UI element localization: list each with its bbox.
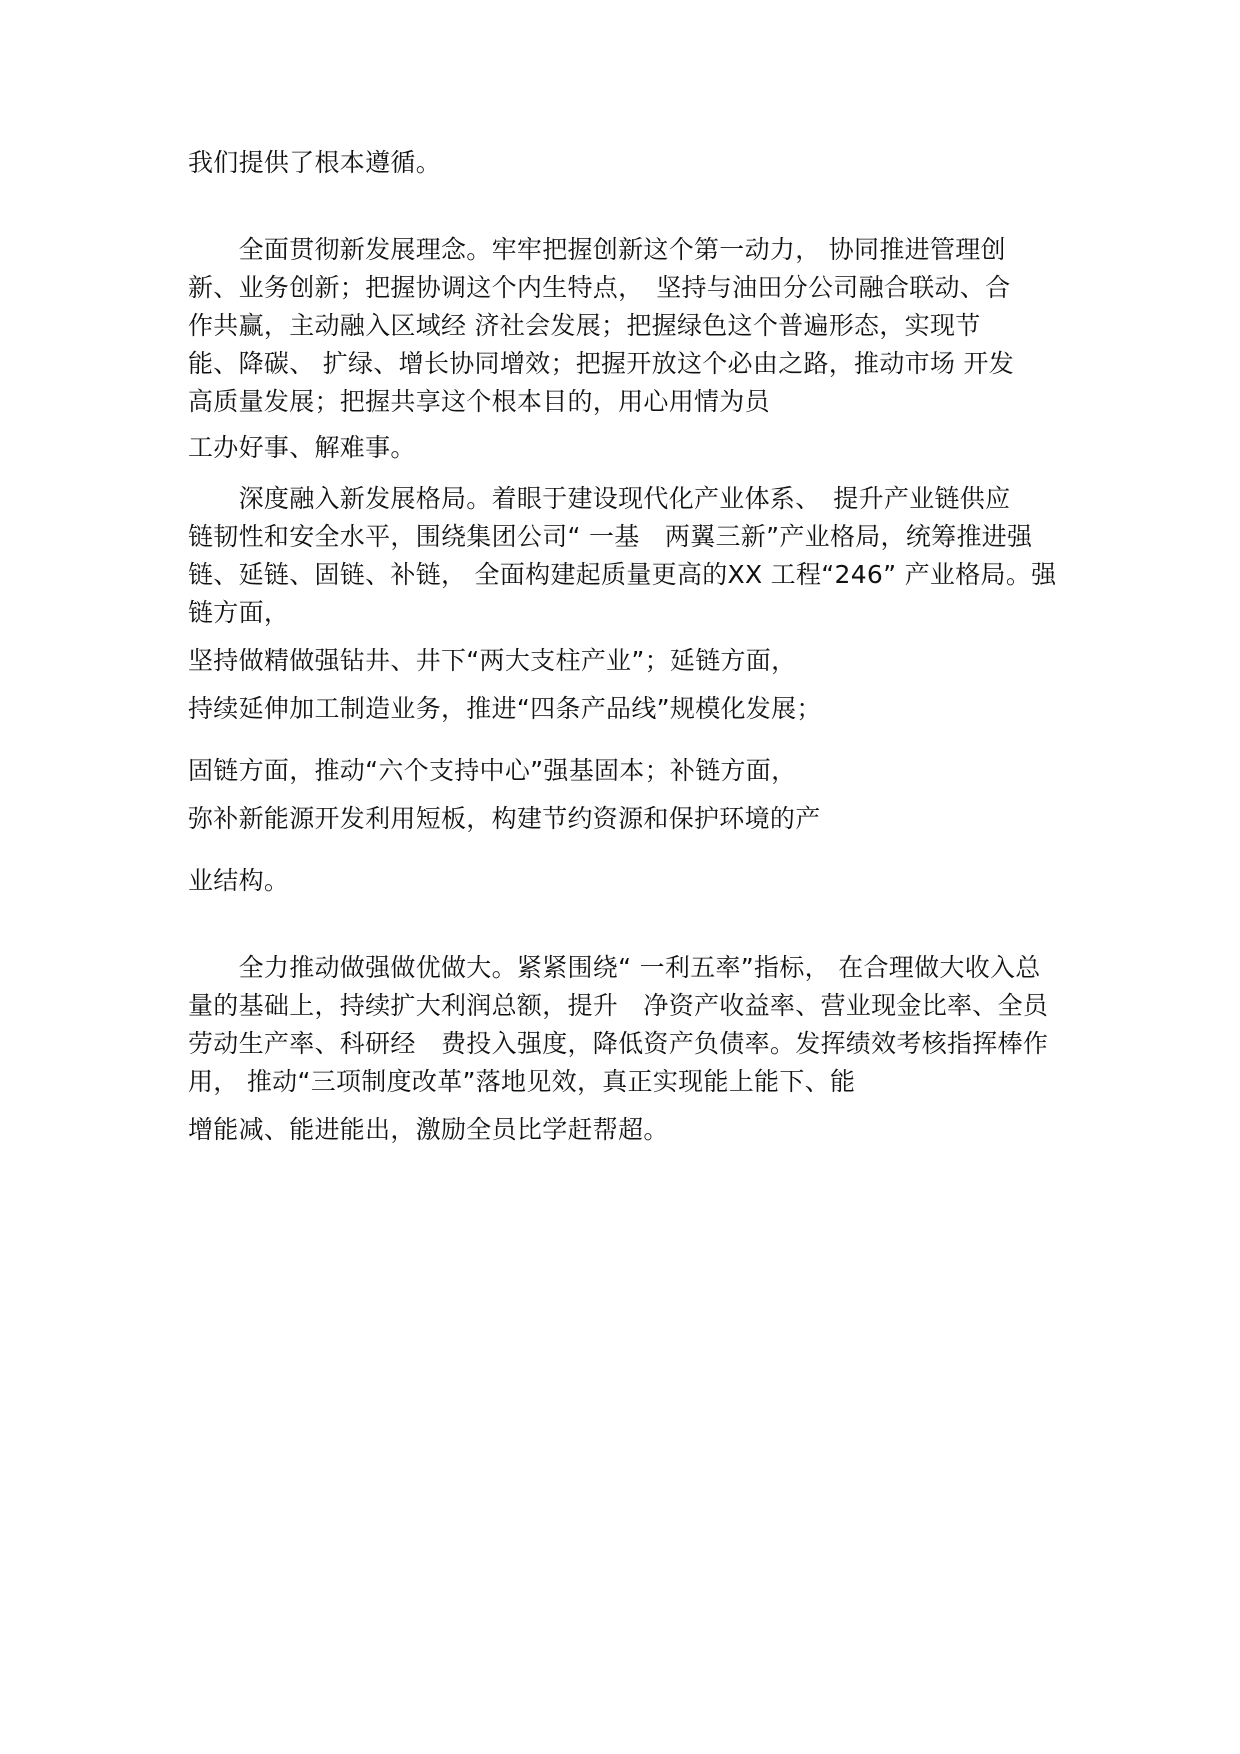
- text-line: 量的基础上，持续扩大利润总额，提升 净资产收益率、营业现金比率、全员: [188, 991, 1049, 1020]
- text-line: 链韧性和安全水平，围绕集团公司“ 一基 两翼三新”产业格局，统筹推进强: [188, 522, 1033, 551]
- text-line: 链、延链、固链、补链， 全面构建起质量更高的XX 工程“246” 产业格局。强: [188, 560, 1057, 589]
- text-line: 作共赢，主动融入区域经 济社会发展；把握绿色这个普遍形态，实现节: [188, 311, 981, 340]
- text-line: 业结构。: [188, 866, 290, 895]
- text-line: 全力推动做强做优做大。紧紧围绕“ 一利五率”指标， 在合理做大收入总: [188, 953, 1041, 982]
- text-line: 固链方面，推动“六个支持中心”强基固本；补链方面，: [188, 756, 797, 785]
- text-line: 能、降碳、 扩绿、增长协同增效；把握开放这个必由之路，推动市场 开发: [188, 349, 1015, 378]
- text-line: 高质量发展；把握共享这个根本目的，用心用情为员: [188, 387, 770, 416]
- text-line: 全面贯彻新发展理念。牢牢把握创新这个第一动力， 协同推进管理创: [188, 235, 1006, 264]
- text-line: 坚持做精做强钻井、井下“两大支柱产业”；延链方面，: [188, 646, 797, 675]
- text-line: 新、业务创新；把握协调这个内生特点， 坚持与油田分公司融合联动、合: [188, 273, 1011, 302]
- text-line: 深度融入新发展格局。着眼于建设现代化产业体系、 提升产业链供应: [188, 484, 1011, 513]
- text-line: 劳动生产率、科研经 费投入强度，降低资产负债率。发挥绩效考核指挥棒作: [188, 1029, 1049, 1058]
- text-line: 持续延伸加工制造业务，推进“四条产品线”规模化发展；: [188, 694, 822, 723]
- text-line: 弥补新能源开发利用短板，构建节约资源和保护环境的产: [188, 804, 821, 833]
- text-line: 工办好事、解难事。: [188, 433, 416, 462]
- text-line: 链方面，: [188, 598, 290, 627]
- text-line: 用， 推动“三项制度改革”落地见效，真正实现能上能下、能: [188, 1067, 856, 1096]
- text-line: 我们提供了根本遵循。: [188, 148, 442, 177]
- text-line: 增能减、能进能出，激励全员比学赶帮超。: [188, 1115, 669, 1144]
